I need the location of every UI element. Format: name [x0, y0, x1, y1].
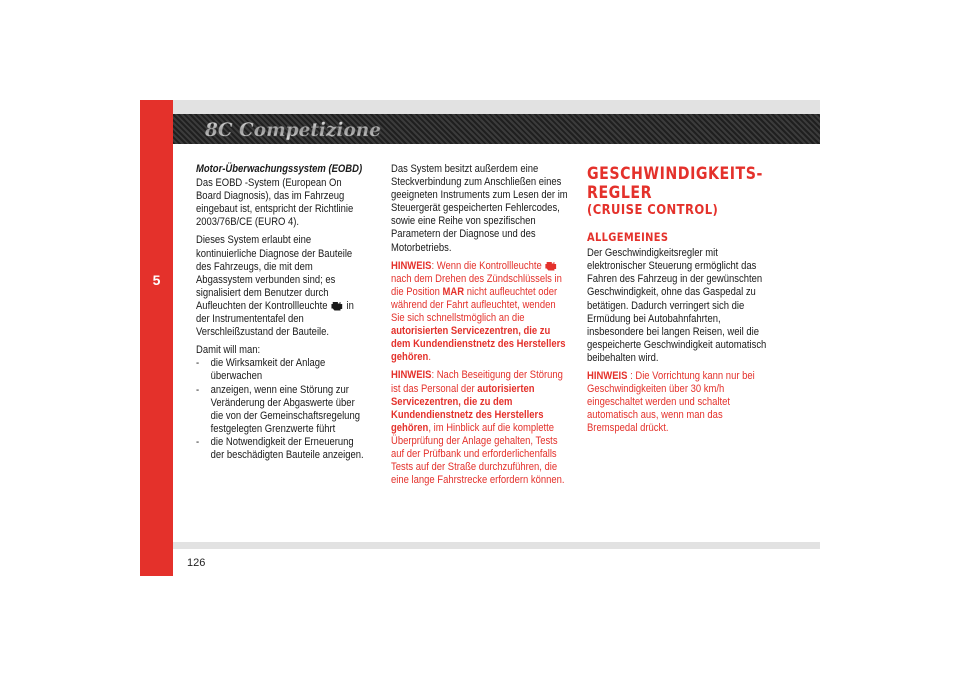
bottom-bar [173, 542, 820, 549]
eobd-intro-paragraph: Das EOBD -System (European On Board Diagnosis), das im Fahrzeug eingebaut ist, entspricht der Richtlinie 2003/76B/CE (EURO 4). [196, 177, 354, 229]
eobd-purpose-list [196, 357, 368, 462]
list-item: - die Notwendigkeit der Erneuerung der beschädigten Bauteile anzeigen. [196, 436, 368, 462]
note-text: , im Hinblick auf die komplette Überprüfung der Anlage gehalten, Tests auf der Prüfbank und erforderlichenfalls Tests auf der Straße durchzuführen, die eine lange Fahrstrecke erfordern können. [391, 421, 565, 487]
note-label: HINWEIS [391, 369, 432, 382]
eobd-heading: Motor-Überwachungssystem (EOBD) [196, 163, 363, 175]
section-title-line1: GESCHWINDIGKEITS- [587, 164, 763, 183]
brand-logo [203, 116, 385, 142]
eobd-purpose-intro: Damit will man: [196, 344, 261, 357]
header-band [173, 114, 820, 144]
section-title [587, 164, 771, 202]
engine-warning-icon [544, 260, 558, 271]
subsection-heading: ALLGEMEINES [587, 230, 669, 245]
note-warning-light [391, 260, 569, 365]
section-subtitle: (CRUISE CONTROL) [587, 202, 719, 218]
eobd-diagnosis-text-b: in der Instrumententafel den Verschleißzustand der Bauteile. [196, 299, 354, 339]
list-item: - anzeigen, wenn eine Störung zur Veränderung der Abgaswerte über die von der Gemeinschaftsregelung festgelegten Grenzwerte führt [196, 384, 368, 436]
column-diagnosis [391, 163, 569, 492]
ignition-position: MAR [442, 285, 465, 298]
column-cruise-control [587, 164, 771, 441]
connector-paragraph: Das System besitzt außerdem eine Steckverbindung zum Anschließen eines geeigneten Instruments zum Lesen der im Steuergerät gespeicherten Fehlercodes, sowie eine Reihe von spezifischen Parametern der Diagnose und des Motorbetriebs. [391, 163, 568, 254]
eobd-diagnosis-paragraph [196, 234, 368, 339]
cruise-description: Der Geschwindigkeitsregler mit elektronischer Steuerung ermöglicht das Fahren des Fahrzeug in der gewünschten Geschwindigkeit, ohne das Gaspedal zu betätigen. Dadurch verringert sich die Ermüdung bei Autobahnfahrten, insbesondere bei langen Reisen, weil die gespeicherte Geschwindigkeit automatisch beibehalten wird. [587, 247, 767, 364]
note-text: nicht aufleuchtet oder während der Fahrt aufleuchtet, wenden Sie sich schnellstmöglich an die [391, 285, 558, 325]
note-text: : Die Vorrichtung kann nur bei Geschwindigkeiten über 30 km/h eingeschaltet werden und schaltet automatisch aus, wenn man das Bremspedal drückt. [587, 370, 755, 435]
note-text: : Nach Beseitigung der Störung ist das Personal der [391, 369, 563, 395]
service-network-text: autorisierten Servicezentren, die zu dem Kundendienstnetz des Herstellers gehören [391, 325, 566, 364]
list-item: - die Wirksamkeit der Anlage überwachen [196, 357, 368, 383]
service-network-text: autorisierten Servicezentren, die zu dem Kundendienstnetz des Herstellers gehören [391, 382, 544, 434]
column-eobd [196, 163, 368, 462]
note-after-repair [391, 369, 569, 487]
note-label: HINWEIS [391, 259, 432, 272]
note-text: : Wenn die Kontrollleuchte [431, 259, 542, 272]
top-bar [173, 100, 820, 114]
note-cruise-speed [587, 370, 771, 435]
note-label: HINWEIS [587, 370, 628, 383]
engine-warning-icon [330, 300, 344, 311]
chapter-number: 5 [152, 272, 161, 288]
page-number: 126 [187, 557, 206, 569]
eobd-diagnosis-text-a: Dieses System erlaubt eine kontinuierliche Diagnose der Bauteile des Fahrzeugs, die mit dem Abgassystem verbunden sind; es signalisiert dem Benutzer durch Aufleuchten der Kontrollleuchte [196, 234, 353, 312]
logo-text: 8C Competizione [204, 119, 381, 141]
note-text: nach dem Drehen des Zündschlüssels in die Position [391, 272, 562, 298]
section-title-line2: REGLER [587, 183, 653, 202]
note-text: . [428, 351, 431, 364]
chapter-tab [140, 100, 173, 576]
